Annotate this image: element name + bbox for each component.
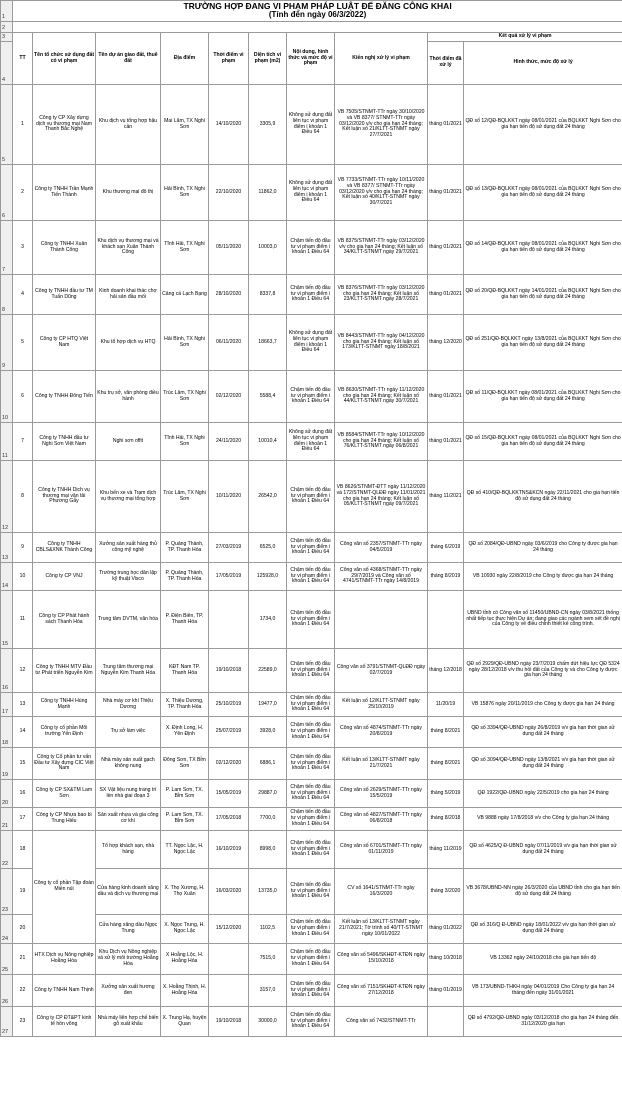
title-cell [13, 1, 622, 22]
table-row [1, 649, 622, 693]
cell-org: Công ty cổ phần Tập đoàn Miền núi [33, 831, 96, 944]
cell-tt: 4 [13, 275, 33, 315]
header-location: Địa điểm [161, 33, 209, 85]
cell-handled [428, 591, 464, 649]
row-number: 9 [1, 315, 13, 371]
cell-handled: tháng 12/2018 [428, 649, 464, 693]
cell-tt: 6 [13, 371, 33, 423]
cell-location: Cảng cá Lạch Bạng [161, 275, 209, 315]
cell-area: 22589,0 [249, 649, 287, 693]
cell-handling: QĐ số 3394/QĐ-UBND ngày 26/8/2019 v/v gia hạn thời gian sử dụng đất 24 tháng [464, 717, 622, 748]
row-number: 24 [1, 915, 13, 944]
cell-area: 10010,4 [249, 423, 287, 461]
cell-time: 25/07/2019 [209, 717, 249, 748]
cell-area: 7700,0 [249, 808, 287, 831]
cell-handled: tháng 8/2019 [428, 563, 464, 591]
cell-conclusion: VB 8630/STNMT-TTr ngày 11/12/2020 cho gia hạn 24 tháng; Kết luận số 44/KLTT-STNMT ngày 30/7/2021 [335, 371, 428, 423]
cell-tt: 5 [13, 315, 33, 371]
table-row [1, 533, 622, 563]
cell-org: Công ty TNHH Dịch vụ thương mại vận tải Phương Gấy [33, 461, 96, 533]
cell-area: 3305,9 [249, 85, 287, 165]
cell-location: X. Ngọc Trung, H. Ngọc Lặc [161, 915, 209, 944]
cell-time: 16/10/2019 [209, 831, 249, 869]
cell-location: Mai Lâm, TX Nghi Sơn [161, 85, 209, 165]
row-number: 17 [1, 693, 13, 717]
cell-location: KĐT Nam TP. Thanh Hóa [161, 649, 209, 693]
cell-tt: 14 [13, 717, 33, 748]
row-number: 19 [1, 748, 13, 780]
cell-project: Sản xuất nhựa và gia công cơ khí [96, 808, 161, 831]
cell-content: Chậm tiến độ đầu tư vi phạm điểm i khoản 1 Điều 64 [287, 461, 335, 533]
cell-location: Tĩnh Hải, TX Nghi Sơn [161, 221, 209, 275]
header-tt: TT [13, 33, 33, 85]
cell-conclusion: Công văn số 3791/STNMT-QLĐĐ ngày 02/7/2019 [335, 649, 428, 693]
cell-content: Chậm tiến độ đầu tư vi phạm điểm i khoản 1 Điều 64 [287, 975, 335, 1007]
cell-content: Chậm tiến độ đầu tư vi phạm điểm i khoản 1 Điều 64 [287, 221, 335, 275]
row-number: 26 [1, 975, 13, 1007]
cell-org: Công ty TNHH CBLS&XNK Thành Công [33, 533, 96, 563]
row-number: 20 [1, 780, 13, 808]
cell-area: 10003,0 [249, 221, 287, 275]
cell-tt: 7 [13, 423, 33, 461]
cell-time: 24/11/2020 [209, 423, 249, 461]
cell-time [209, 944, 249, 975]
row-number: 13 [1, 533, 13, 563]
table-row [1, 831, 622, 869]
cell-location: Đông Sơn, TX Bỉm Sơn [161, 748, 209, 780]
cell-content: Chậm tiến độ đầu tư vi phạm điểm i khoản 1 Điều 64 [287, 591, 335, 649]
cell-conclusion: Công văn số 4368/STNMT-TTr ngày 29/7/2019 và Công văn số 4741/STNMT-TTr ngày 14/8/2019 [335, 563, 428, 591]
cell-area: 18663,7 [249, 315, 287, 371]
cell-project: Cửa hàng xăng dầu Ngọc Trung [96, 915, 161, 944]
cell-handling: QĐ số 11/QĐ-BQLKKT ngày 08/01/2021 của BQLKKT Nghi Sơn cho gia hạn tiến độ sử dụng đất 24 tháng [464, 371, 622, 423]
cell-handled: tháng 6/2019 [428, 533, 464, 563]
cell-handling: QĐ số 4792/QĐ-UBND ngày 03/12/2018 cho gia hạn 24 tháng đến 31/12/2020 gia hạn [464, 1007, 622, 1037]
cell-handled: tháng 8/2021 [428, 717, 464, 748]
row-number: 16 [1, 649, 13, 693]
cell-tt: 3 [13, 221, 33, 275]
table-row [1, 165, 622, 221]
cell-project: Trường trung học dân lập kỹ thuật Visco [96, 563, 161, 591]
cell-handling: QĐ số 13/QĐ-BQLKKT ngày 08/01/2021 của BQLKKT Nghi Sơn cho gia hạn tiến độ sử dụng đất 24 tháng [464, 165, 622, 221]
row-number: 2 [1, 22, 13, 33]
cell-handled: tháng 11/2021 [428, 461, 464, 533]
cell-handling: QĐ số 2084/QĐ-UBND ngày 03/6/2019 cho Công ty được gia hạn 24 tháng [464, 533, 622, 563]
cell-project: Khu thương mại đô thị [96, 165, 161, 221]
cell-time [209, 591, 249, 649]
cell-location: Trúc Lâm, TX Nghi Sơn [161, 371, 209, 423]
cell-time: 14/10/2020 [209, 85, 249, 165]
cell-content: Chậm tiến độ đầu tư vi phạm điểm i khoản 1 Điều 64 [287, 371, 335, 423]
cell-org: Công ty CP Xây dựng dịch vụ thương mại Nam Thanh Bắc Nghệ [33, 85, 96, 165]
cell-time: 22/10/2020 [209, 165, 249, 221]
row-number: 21 [1, 808, 13, 831]
row-number: 11 [1, 423, 13, 461]
cell-handling: UBND tỉnh có Công văn số 11450/UBND-CN ngày 03/8/2021 thống nhất tiếp tục thực hiện Dự án; đang giao các ngành xem xét đề nghị của Công ty về điều chỉnh thiết kế công trình. [464, 591, 622, 649]
cell-org: Công ty TNHH đầu tư Nghi Sơn Việt Nam [33, 423, 96, 461]
row-number: 14 [1, 563, 13, 591]
cell-conclusion: VB 8443/STNMT-TTr ngày 04/12/2020 cho gia hạn 24 tháng; Kết luận số 173/KLTT-STNMT ngày 18/8/2021 [335, 315, 428, 371]
cell-org: Công ty cổ phần Môi trường Yến Định [33, 717, 96, 748]
table-row [1, 563, 622, 591]
cell-org: Công ty CP ĐT&PT kinh tế hồn võng [33, 1007, 96, 1037]
header-org: Tên tổ chức sử dụng đất có vi phạm [33, 33, 96, 85]
cell-handling: QĐ số 410/QĐ-BQLKKTNS&KCN ngày 22/11/2021 cho gia hạn tiến độ sử dụng đất 24 tháng [464, 461, 622, 533]
cell-org: Công ty TNHH Xuân Thành Công [33, 221, 96, 275]
cell-handled: tháng 01/2021 [428, 371, 464, 423]
cell-time: 15/05/2019 [209, 780, 249, 808]
cell-project: Khu dịch vụ thương mại và khách sạn Xuân Thành Công [96, 221, 161, 275]
cell-handled: tháng 5/2019 [428, 780, 464, 808]
cell-project: Khu bến xe và Trạm dịch vụ thương mại tổng hợp [96, 461, 161, 533]
cell-handling: QĐ số 316/Q Đ-UBND ngày 18/01/2022 v/v gia hạn thời gian sử dụng đất 24 tháng [464, 915, 622, 944]
cell-project: Trung tâm thương mại Nguyễn Kim Thanh Hóa [96, 649, 161, 693]
cell-time: 19/10/2018 [209, 1007, 249, 1037]
table-row [1, 717, 622, 748]
cell-area: 3157,0 [249, 975, 287, 1007]
cell-org: Công ty TNHH Nam Thịnh [33, 975, 96, 1007]
cell-conclusion: Công văn số 7432/STNMT-TTr [335, 1007, 428, 1037]
cell-handled: tháng 12/2020 [428, 315, 464, 371]
cell-time: 17/05/2019 [209, 563, 249, 591]
cell-content: Không sử dụng đất liên tục vi phạm điểm i khoản 1 Điều 64 [287, 85, 335, 165]
cell-handled: tháng 11/2019 [428, 831, 464, 869]
cell-area: 6525,0 [249, 533, 287, 563]
row-number: 6 [1, 165, 13, 221]
cell-tt: 23 [13, 1007, 33, 1037]
cell-conclusion: CV số 1641/STNMT-TTr ngày 16/3/2020 [335, 869, 428, 915]
table-row [1, 275, 622, 315]
cell-project: Nhà máy liên hợp chế biến gỗ xuất khẩu [96, 1007, 161, 1037]
cell-handling: QĐ số 4625/Q Đ-UBND ngày 07/11/2019 v/v gia hạn thời gian sử dụng đất 24 tháng [464, 831, 622, 869]
cell-conclusion: Công văn số 4874/STNMT-TTr ngày 20/8/2019 [335, 717, 428, 748]
header-result-group: Kết quả xử lý vi phạm [428, 33, 622, 42]
row-number: 7 [1, 221, 13, 275]
cell-handled: tháng 01/2021 [428, 423, 464, 461]
cell-conclusion: VB 8375/STNMT-TTr ngày 03/12/2020 v/v cho gia hạn 24 tháng; Kết luận số 34/KLTT-STNMT ngày 29/7/2021 [335, 221, 428, 275]
cell-org: Công ty TNHH Hùng Mạnh [33, 693, 96, 717]
cell-handling: QĐ 1922/QĐ-UBND ngày 22/5/2019 cho gia hạn 24 tháng [464, 780, 622, 808]
cell-project: Cửa hàng kinh doanh xăng dầu và dịch vụ thương mại [96, 869, 161, 915]
row-number: 15 [1, 591, 13, 649]
cell-handled: tháng 01/2021 [428, 85, 464, 165]
cell-handling: VB 173/UBND-THKH ngày 04/01/2019 Cho Công ty gia hạn 24 tháng đến ngày 31/01/2021 [464, 975, 622, 1007]
cell-content: Chậm tiến độ đầu tư vi phạm điểm i khoản 1 Điều 64 [287, 869, 335, 915]
cell-handling: QĐ số 251/QĐ-BQLKKT ngày 13/8/2021 của BQLKKT Nghi Sơn cho gia hạn tiến độ sử dụng đất 24 tháng [464, 315, 622, 371]
cell-org: Công ty CP VNJ [33, 563, 96, 591]
cell-content: Không sử dụng đất liên tục vi phạm điểm i khoản 1 Điều 64 [287, 315, 335, 371]
row-number: 1 [1, 1, 13, 22]
cell-handled: tháng 01/2021 [428, 165, 464, 221]
cell-handling: QĐ số 2929/QĐ-UBND ngày 23/7/2019 chấm dứt hiệu lực QĐ 5324 ngày 28/12/2018 v/v thu hồi đất của Công ty và cho Công ty được gia hạn 24 tháng [464, 649, 622, 693]
cell-handled: tháng 01/2021 [428, 221, 464, 275]
cell-tt: 15 [13, 748, 33, 780]
cell-tt: 2 [13, 165, 33, 221]
cell-conclusion: VB 7733/STNMT-TTr ngày 10/11/2020 và VB 8377/ STNMT-TTr ngày 03/12/2020 v/v cho gia hạn 24 tháng; Kết luận số 40/KLTT-STNMT ngày 30/7/2021 [335, 165, 428, 221]
header-handled-time: Thời điểm đã xử lý [428, 42, 464, 85]
cell-location: P. Quảng Thành, TP. Thanh Hóa [161, 563, 209, 591]
cell-area: 19477,0 [249, 693, 287, 717]
cell-project: Nhà máy sản xuất gạch không nung [96, 748, 161, 780]
table-row [1, 693, 622, 717]
cell-conclusion: Công văn số 7151/SKHĐT-KTĐN ngày 27/12/2018 [335, 975, 428, 1007]
cell-handled: tháng 3/2020 [428, 869, 464, 915]
cell-location: X. Thọ Xương, H. Thọ Xuân [161, 869, 209, 915]
cell-org: Công ty CP HTQ Việt Nam [33, 315, 96, 371]
cell-conclusion: VB 8584/STNMT-TTr ngày 10/12/2020 cho gia hạn 24 tháng; Kết luận số 76/KLTT-STNMT ngày 06/8/2021 [335, 423, 428, 461]
cell-area: 8337,8 [249, 275, 287, 315]
cell-tt: 17 [13, 808, 33, 831]
cell-location: P. Quảng Thành, TP. Thanh Hóa [161, 533, 209, 563]
cell-content: Chậm tiến độ đầu tư vi phạm điểm i khoản 1 Điều 64 [287, 944, 335, 975]
cell-handling: QĐ số 3094/QĐ-UBND ngày 13/8/2021 v/v gia hạn thời gian sử dụng đất 24 tháng [464, 748, 622, 780]
table-row [1, 1007, 622, 1037]
cell-time: 28/10/2020 [209, 275, 249, 315]
cell-org: Công ty CP Nhựa bao bì Trung Hiếu [33, 808, 96, 831]
cell-location: P. Lam Sơn, TX. Bỉm Sơn [161, 808, 209, 831]
cell-conclusion: Kết luận số 13/KLTT-STNMT ngày 21/7/2021; Tờ trình số 40/TT-STNMT ngày 10/01/2022 [335, 915, 428, 944]
cell-tt: 16 [13, 780, 33, 808]
header-content: Nội dung, hình thức và mức độ vi phạm [287, 33, 335, 85]
cell-content: Không sử dụng đất liên tục vi phạm điểm i khoản 1 Điều 64 [287, 423, 335, 461]
header-time: Thời điểm vi phạm [209, 33, 249, 85]
cell-content: Chậm tiến độ đầu tư vi phạm điểm i khoản 1 Điều 64 [287, 748, 335, 780]
cell-time: 17/05/2018 [209, 808, 249, 831]
cell-handled: tháng 8/2021 [428, 748, 464, 780]
row-number: 8 [1, 275, 13, 315]
cell-location: Trúc Lâm, TX Nghi Sơn [161, 461, 209, 533]
cell-tt: 21 [13, 944, 33, 975]
cell-location: Hải Bình, TX Nghi Sơn [161, 165, 209, 221]
cell-tt: 1 [13, 85, 33, 165]
cell-conclusion: Kết luận số 13/KLTT-STNMT ngày 21/7/2021 [335, 748, 428, 780]
row-number: 5 [1, 85, 13, 165]
cell-area: 125928,0 [249, 563, 287, 591]
cell-handling: VB 13362 ngày 24/10/2018 cho gia hạn tiến độ [464, 944, 622, 975]
cell-handling: QĐ số 15/QĐ-BQLKKT ngày 08/01/2021 của BQLKKT Nghi Sơn cho gia hạn tiến độ sử dụng đất 24 tháng [464, 423, 622, 461]
row-number: 22 [1, 831, 13, 869]
cell-project: Khu dịch vụ tổng hợp hậu cần [96, 85, 161, 165]
cell-location: TT. Ngọc Lặc, H. Ngọc Lặc [161, 831, 209, 869]
cell-content: Chậm tiến độ đầu tư vi phạm điểm i khoản 1 Điều 64 [287, 563, 335, 591]
cell-time: 06/11/2020 [209, 315, 249, 371]
header-handling: Hình thức, mức độ xử lý [464, 42, 622, 85]
table-row [1, 591, 622, 649]
cell-area: 1734,0 [249, 591, 287, 649]
cell-location: P. Lam Sơn, TX. Bỉm Sơn [161, 780, 209, 808]
row-number: 4 [1, 42, 13, 85]
cell-area: 13735,0 [249, 869, 287, 915]
cell-content: Không sử dụng đất liên tục vi phạm điểm i khoản 1 Điều 64 [287, 165, 335, 221]
cell-project: Nhà máy cơ khí Thiệu Dương [96, 693, 161, 717]
cell-location: X. Trung Hạ, huyện Quan [161, 1007, 209, 1037]
cell-location: X. Định Long, H. Yên Định [161, 717, 209, 748]
cell-area: 8998,0 [249, 831, 287, 869]
row-number: 27 [1, 1007, 13, 1037]
cell-handled [428, 1007, 464, 1037]
cell-handled: tháng 01/2021 [428, 275, 464, 315]
cell-tt: 10 [13, 563, 33, 591]
cell-org: Công ty CP SX&TM Lam Sơn [33, 780, 96, 808]
cell-org: Công ty Cổ phần tư vấn Đầu tư Xây dựng CIC Việt Nam [33, 748, 96, 780]
cell-content: Chậm tiến độ đầu tư vi phạm điểm i khoản 1 Điều 64 [287, 1007, 335, 1037]
cell-time: 02/12/2020 [209, 748, 249, 780]
header-area: Diện tích vi phạm (m2) [249, 33, 287, 85]
cell-project: Khu trụ sở, văn phòng điều hành [96, 371, 161, 423]
cell-project: Xưởng sản xuất hương đen [96, 975, 161, 1007]
cell-tt: 13 [13, 693, 33, 717]
cell-content: Chậm tiến độ đầu tư vi phạm điểm i khoản 1 Điều 64 [287, 717, 335, 748]
table-row [1, 371, 622, 423]
cell-handled: tháng 8/2018 [428, 808, 464, 831]
cell-project: Xưởng sản xuất hàng thủ công mỹ nghệ [96, 533, 161, 563]
cell-project: Khu Dịch vụ Nông nghiệp và xử lý môi trường Hoằng Hóa [96, 944, 161, 975]
cell-content: Chậm tiến độ đầu tư vi phạm điểm i khoản 1 Điều 64 [287, 533, 335, 563]
cell-content: Chậm tiến độ đầu tư vi phạm điểm i khoản 1 Điều 64 [287, 780, 335, 808]
cell-tt: 18 [13, 831, 33, 869]
cell-content: Chậm tiến độ đầu tư vi phạm điểm i khoản 1 Điều 64 [287, 275, 335, 315]
cell-tt: 8 [13, 461, 33, 533]
header-project: Tên dự án giao đất, thuê đất [96, 33, 161, 85]
page-subtitle: (Tính đến ngày 06/3/2022) [268, 10, 367, 20]
cell-location: P. Điện Biên, TP. Thanh Hóa [161, 591, 209, 649]
cell-location: Hải Bình, TX Nghi Sơn [161, 315, 209, 371]
cell-area: 29887,0 [249, 780, 287, 808]
cell-time: 25/10/2019 [209, 693, 249, 717]
page-title: TRƯỜNG HỢP ĐANG VI PHẠM PHÁP LUẬT ĐỂ ĐĂNG CÔNG KHAI [183, 0, 452, 11]
cell-area: 26542,0 [249, 461, 287, 533]
cell-location: Tĩnh Hải, TX Nghi Sơn [161, 423, 209, 461]
table-row [1, 975, 622, 1007]
cell-content: Chậm tiến độ đầu tư vi phạm điểm i khoản 1 Điều 64 [287, 831, 335, 869]
cell-org: Công ty TNHH Trần Mạnh Tiến Thành [33, 165, 96, 221]
cell-location: X. Hoằng Thịnh, H. Hoằng Hóa [161, 975, 209, 1007]
cell-handled: tháng 01/2022 [428, 915, 464, 944]
cell-time: 27/03/2019 [209, 533, 249, 563]
cell-org: Công ty TNHH đầu tư TM Tuấn Dũng [33, 275, 96, 315]
cell-conclusion: Công văn số 2629/STNMT-TTr ngày 15/5/2019 [335, 780, 428, 808]
cell-area: 11862,0 [249, 165, 287, 221]
header-conclusion: Kiến nghị xử lý vi phạm [335, 33, 428, 85]
cell-area: 7515,0 [249, 944, 287, 975]
cell-handling: VB 10930 ngày 22/8/2019 cho Công ty được gia hạn 24 tháng [464, 563, 622, 591]
cell-conclusion: Kết luận số 12/KLTT-STNMT ngày 25/10/2019 [335, 693, 428, 717]
row-number: 3 [1, 33, 13, 42]
cell-tt: 12 [13, 649, 33, 693]
cell-time: 16/03/2020 [209, 869, 249, 915]
cell-time: 02/12/2020 [209, 371, 249, 423]
cell-content: Chậm tiến độ đầu tư vi phạm điểm i khoản 1 Điều 64 [287, 649, 335, 693]
cell-handling: VB 3678/UBND-NN ngày 26/3/2020 của UBND tỉnh cho gia hạn tiến độ sử dụng đất 24 tháng [464, 869, 622, 915]
row-number: 18 [1, 717, 13, 748]
cell-conclusion: Công văn số 4827/STNMT-TTr ngày 06/8/2018 [335, 808, 428, 831]
cell-handled: tháng 01/2019 [428, 975, 464, 1007]
cell-org: Công ty CP Phát hành sách Thanh Hóa [33, 591, 96, 649]
row-number: 12 [1, 461, 13, 533]
cell-handling: VB 9888 ngày 17/8/2018 v/v cho Công ty gia hạn 24 tháng [464, 808, 622, 831]
cell-tt: 20 [13, 915, 33, 944]
cell-conclusion: Công văn số 6701/STNMT-TTr ngày 01/11/2019 [335, 831, 428, 869]
table-row [1, 221, 622, 275]
cell-content: Chậm tiến độ đầu tư vi phạm điểm i khoản 1 Điều 64 [287, 808, 335, 831]
cell-area: 6886,1 [249, 748, 287, 780]
cell-conclusion: Công văn số 2357/STNMT-TTr ngày 04/5/2019 [335, 533, 428, 563]
table-row [1, 808, 622, 831]
table-row [1, 944, 622, 975]
cell-project: Tổ hợp khách sạn, nhà hàng [96, 831, 161, 869]
row-number: 10 [1, 371, 13, 423]
cell-org: Công ty TNHH MTV Đầu tư Phát triển Nguyễn Kim [33, 649, 96, 693]
cell-org: HTX Dịch vụ Nông nghiệp Hoằng Hóa [33, 944, 96, 975]
row-number: 25 [1, 944, 13, 975]
cell-project: Trung tâm DVTM, văn hóa [96, 591, 161, 649]
cell-location: X Hoằng Lộc, H. Hoằng Hóa [161, 944, 209, 975]
cell-location: X. Thiệu Dương, TP. Thanh Hóa [161, 693, 209, 717]
cell-time: 05/11/2020 [209, 221, 249, 275]
cell-handling: QĐ số 20/QĐ-BQLKKT ngày 14/01/2021 của BQLKKT Nghi Sơn cho gia hạn tiến độ sử dụng đất 24 tháng [464, 275, 622, 315]
table-row [1, 748, 622, 780]
row-number: 23 [1, 869, 13, 915]
cell-content: Chậm tiến độ đầu tư vi phạm điểm i khoản 1 Điều 64 [287, 915, 335, 944]
table-row [1, 423, 622, 461]
cell-time: 10/11/2020 [209, 461, 249, 533]
cell-handling: QĐ số 12/QĐ-BQLKKT ngày 08/01/2021 của BQLKKT Nghi Sơn cho gia hạn tiến độ sử dụng đất 24 tháng [464, 85, 622, 165]
cell-org: Công ty TNHH Đông Tiến [33, 371, 96, 423]
cell-time: 15/12/2020 [209, 915, 249, 944]
cell-area: 1102,5 [249, 915, 287, 944]
cell-conclusion: VB 8626/STNMT-ĐTT ngày 11/12/2020 và 172/STNMT-QLĐĐ ngày 11/01/2021 cho gia hạn 24 tháng; Kết luận số 05/KLTT-STNMT ngày 09/7/2021 [335, 461, 428, 533]
cell-handled: 11/20/19 [428, 693, 464, 717]
cell-tt: 11 [13, 591, 33, 649]
cell-conclusion: VB 8376/STNMT-TTr ngày 03/12/2020 cho gia hạn 24 tháng; Kết luận số 23/KLTT-STNMT ngày 28/7/2021 [335, 275, 428, 315]
cell-area: 30000,0 [249, 1007, 287, 1037]
cell-project: Kinh doanh khai thác chợ hải sản đầu mối [96, 275, 161, 315]
cell-project: SX Vật liệu nung trang trí lèn nhà giai đoạn 3 [96, 780, 161, 808]
cell-handling: QĐ số 14/QĐ-BQLKKT ngày 08/01/2021 của BQLKKT Nghi Sơn cho gia hạn tiến độ sử dụng đất 24 tháng [464, 221, 622, 275]
cell-tt: 22 [13, 975, 33, 1007]
cell-time [209, 975, 249, 1007]
cell-project: Nghi sơn offit [96, 423, 161, 461]
cell-area: 5588,4 [249, 371, 287, 423]
table-row [1, 780, 622, 808]
cell-handled: tháng 10/2018 [428, 944, 464, 975]
cell-conclusion: VB 7505/STNMT-TTr ngày 30/10/2020 và VB 8377/ STNMT-TTr ngày 03/12/2020 v/v cho gia hạn 24 tháng; Kết luận số 21/KLTT-STNMT ngày 27/7/2021 [335, 85, 428, 165]
cell-conclusion [335, 591, 428, 649]
cell-handling: VB 15876 ngày 20/11/2019 cho Công ty được gia hạn 24 tháng [464, 693, 622, 717]
cell-time: 19/10/2018 [209, 649, 249, 693]
cell-area: 3928,0 [249, 717, 287, 748]
blank-row [13, 22, 622, 33]
table-row [1, 461, 622, 533]
cell-tt: 9 [13, 533, 33, 563]
table-row [1, 315, 622, 371]
cell-project: Khu tổ hợp dịch vụ HTQ [96, 315, 161, 371]
cell-conclusion: Công văn số 5496/SKHĐT-KTĐN ngày 15/10/2018 [335, 944, 428, 975]
cell-content: Chậm tiến độ đầu tư vi phạm điểm i khoản 1 Điều 64 [287, 693, 335, 717]
cell-project: Trụ sở làm việc [96, 717, 161, 748]
cell-tt: 19 [13, 869, 33, 915]
table-row [1, 85, 622, 165]
